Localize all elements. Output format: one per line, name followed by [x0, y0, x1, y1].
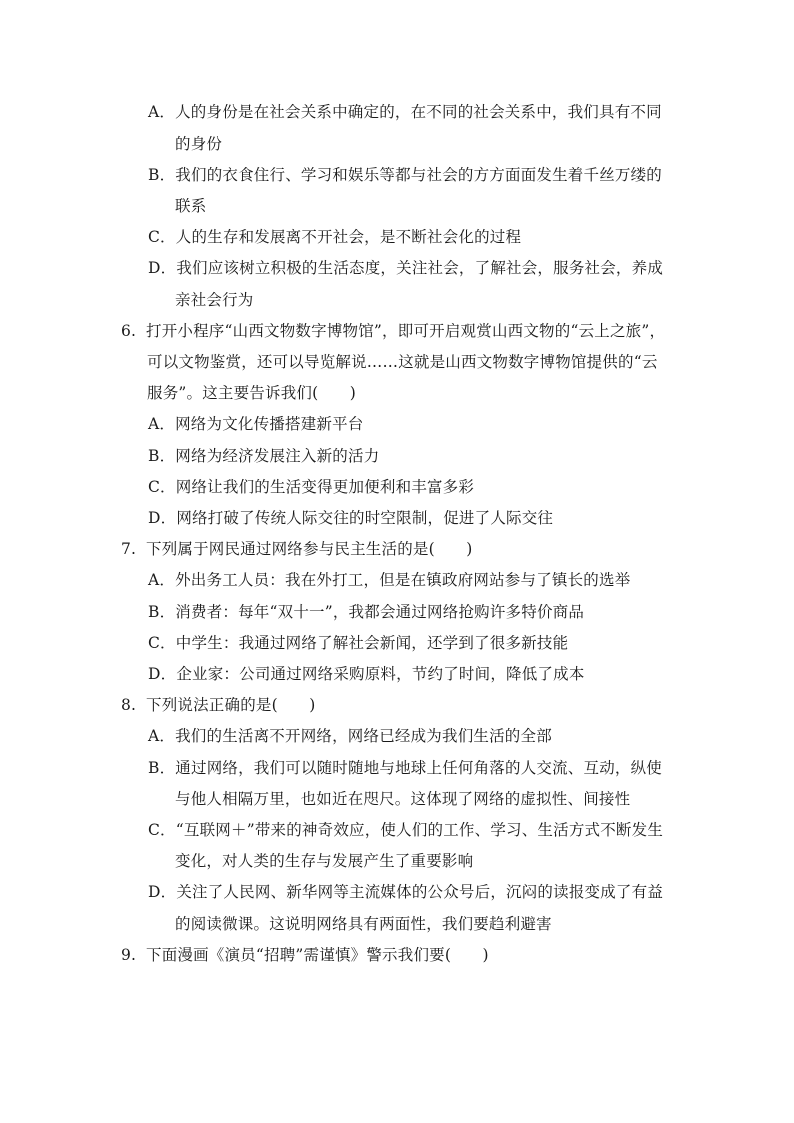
- q6-stem: [121, 321, 665, 341]
- question-text: 下列说法正确的是( ): [146, 696, 316, 714]
- q7-option-d: [148, 664, 585, 684]
- option-text: 通过网络，我们可以随时随地与地球上任何角落的人交流、互动，纵使: [175, 759, 662, 777]
- q5-option-a-cont: 的身份: [175, 135, 223, 153]
- option-label: D．: [148, 883, 177, 901]
- q7-option-c: [148, 633, 568, 653]
- option-text: 我们的衣食住行、学习和娱乐等都与社会的方方面面发生着千丝万缕的: [175, 166, 662, 184]
- option-text: 外出务工人员：我在外打工，但是在镇政府网站参与了镇长的选举: [175, 571, 631, 589]
- option-text: 网络让我们的生活变得更加便利和丰富多彩: [175, 478, 475, 496]
- q8-option-d: [148, 882, 663, 902]
- q8-option-b: [148, 758, 662, 778]
- option-text: 消费者：每年“双十一”，我都会通过网络抢购许多特价商品: [175, 603, 585, 621]
- option-label: B．: [148, 447, 176, 465]
- question-number: 6.: [121, 322, 137, 340]
- option-label: A．: [148, 415, 176, 433]
- option-label: C．: [148, 478, 176, 496]
- q6-option-a: [148, 414, 364, 434]
- option-text: 网络为经济发展注入新的活力: [175, 447, 380, 465]
- option-label: C．: [148, 634, 176, 652]
- question-text: 下面漫画《演员“招聘”需谨慎》警示我们要( ): [146, 946, 489, 964]
- option-text: 人的生存和发展离不开社会，是不断社会化的过程: [175, 228, 522, 246]
- question-number: 7.: [121, 540, 137, 558]
- q5-option-d-cont: 亲社会行为: [175, 291, 254, 309]
- option-text: 我们应该树立积极的生活态度，关注社会，了解社会，服务社会，养成: [176, 259, 664, 277]
- q8-option-d-cont: 的阅读微课。这说明网络具有两面性，我们要趋利避害: [175, 915, 552, 933]
- option-label: B．: [148, 166, 176, 184]
- q5-option-a: [148, 102, 662, 122]
- option-text: “互联网＋”带来的神奇效应，使人们的工作、学习、生活方式不断发生: [175, 821, 664, 839]
- option-label: A．: [148, 571, 176, 589]
- q6-option-d: [148, 508, 553, 528]
- option-label: D．: [148, 665, 177, 683]
- option-label: B．: [148, 603, 176, 621]
- q8-stem: [121, 695, 316, 715]
- q8-option-c-cont: 变化，对人类的生存与发展产生了重要影响: [175, 852, 474, 870]
- option-text: 网络为文化传播搭建新平台: [175, 415, 364, 433]
- question-number: 9.: [121, 946, 137, 964]
- question-text: 下列属于网民通过网络参与民主生活的是( ): [146, 540, 473, 558]
- q8-option-c: [148, 820, 663, 840]
- q5-option-b: [148, 165, 662, 185]
- q6-stem-cont-2: 服务”。这主要告诉我们( ): [147, 384, 357, 402]
- q7-stem: [121, 539, 473, 559]
- q5-option-d: [148, 258, 663, 278]
- option-text: 我们的生活离不开网络，网络已经成为我们生活的全部: [175, 727, 552, 745]
- q6-stem-cont-1: 可以文物鉴赏，还可以导览解说……这就是山西文物数字博物馆提供的“云: [147, 353, 658, 371]
- question-text: 打开小程序“山西文物数字博物馆”，即可开启观赏山西文物的“云上之旅”，: [146, 322, 666, 340]
- option-label: D．: [148, 259, 177, 277]
- q8-option-b-cont: 与他人相隔万里，也如近在咫尺。这体现了网络的虚拟性、间接性: [175, 790, 631, 808]
- option-text: 网络打破了传统人际交往的时空限制，促进了人际交往: [176, 509, 554, 527]
- option-label: B．: [148, 759, 176, 777]
- q5-option-b-cont: 联系: [175, 197, 207, 215]
- q5-option-c: [148, 227, 521, 247]
- q7-option-b: [148, 602, 584, 622]
- option-text: 关注了人民网、新华网等主流媒体的公众号后，沉闷的读报变成了有益: [176, 883, 664, 901]
- q6-option-c: [148, 477, 474, 497]
- q7-option-a: [148, 570, 630, 590]
- question-number: 8.: [121, 696, 137, 714]
- q9-stem: [121, 945, 489, 965]
- option-text: 人的身份是在社会关系中确定的，在不同的社会关系中，我们具有不同: [175, 103, 662, 121]
- option-text: 中学生：我通过网络了解社会新闻，还学到了很多新技能: [175, 634, 569, 652]
- option-text: 企业家：公司通过网络采购原料，节约了时间，降低了成本: [176, 665, 585, 683]
- option-label: C．: [148, 821, 176, 839]
- option-label: C．: [148, 228, 176, 246]
- option-label: A．: [148, 103, 176, 121]
- q8-option-a: [148, 726, 552, 746]
- option-label: A．: [148, 727, 176, 745]
- option-label: D．: [148, 509, 177, 527]
- q6-option-b: [148, 446, 379, 466]
